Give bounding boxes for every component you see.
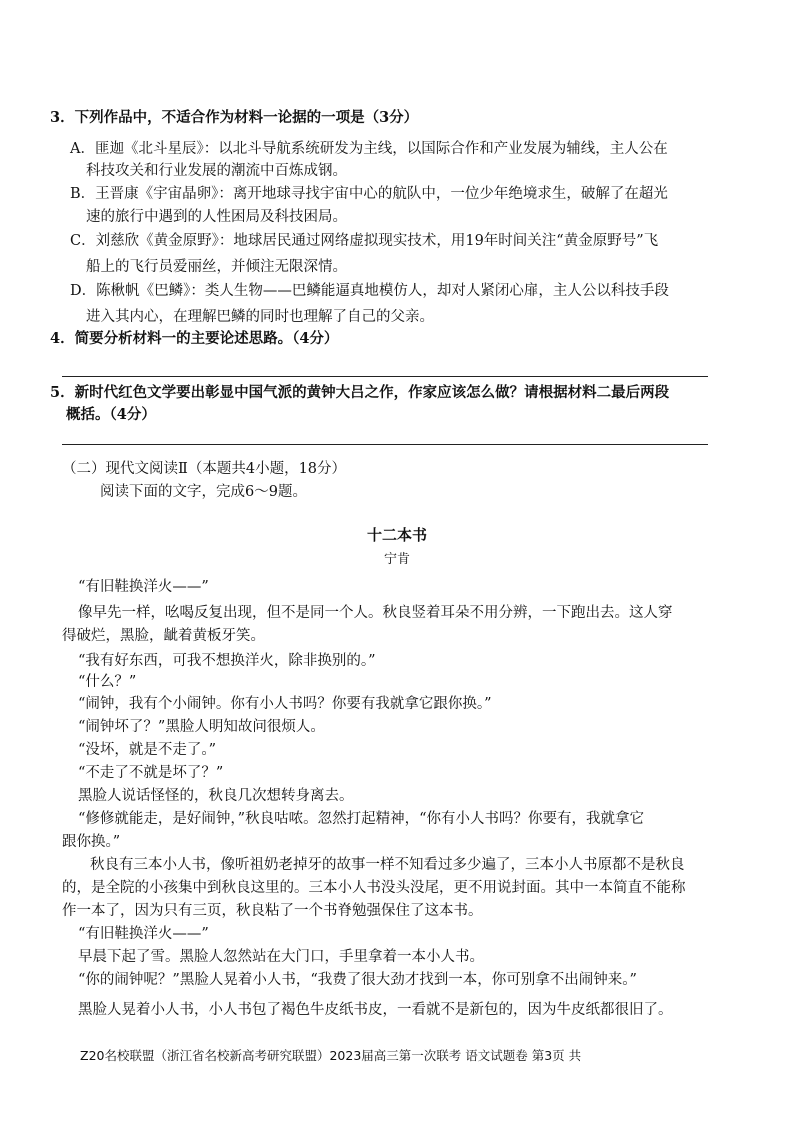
story-line: 黑脸人说话怪怪的，秋良几次想转身离去。 xyxy=(78,788,354,804)
q3-option-a-line1: A．匪迦《北斗星辰》：以北斗导航系统研发为主线，以国际合作和产业发展为辅线，主人公在 xyxy=(70,141,668,157)
answer-line-q5 xyxy=(62,444,708,445)
story-line: 黑脸人晃着小人书，小人书包了褐色牛皮纸书皮，一看就不是新包的，因为牛皮纸都很旧了。 xyxy=(78,1002,673,1018)
question-5-line1: 5．新时代红色文学要出彰显中国气派的黄钟大吕之作，作家应该怎么做？请根据材料二最后两段 xyxy=(50,384,670,401)
story-line: “什么？” xyxy=(78,674,137,690)
q3-option-b-line1: B．王晋康《宇宙晶卵》：离开地球寻找宇宙中心的航队中，一位少年绝境求生，破解了在超光 xyxy=(70,186,668,202)
story-line: “你的闹钟呢？”黑脸人晃着小人书，“我费了很大劲才找到一本，你可别拿不出闹钟来。” xyxy=(78,972,637,988)
story-line: “闹钟，我有个小闹钟。你有小人书吗？你要有我就拿它跟你换。” xyxy=(78,696,492,712)
story-line: 作一本了，因为只有三页，秋良粘了一个书脊勉强保住了这本书。 xyxy=(62,903,483,919)
story-line: “有旧鞋换洋火——” xyxy=(78,926,209,942)
answer-line-q4 xyxy=(62,376,708,377)
page-footer: Z20名校联盟（浙江省名校新高考研究联盟）2023届高三第一次联考 语文试题卷 第3页 共 xyxy=(80,1048,582,1063)
story-line: “不走了不就是坏了？” xyxy=(78,765,224,781)
section-instruction: 阅读下面的文字，完成6～9题。 xyxy=(100,484,307,500)
section-heading: （二）现代文阅读Ⅱ（本题共4小题，18分） xyxy=(62,461,347,477)
story-line: 秋良有三本小人书，像听祖奶老掉牙的故事一样不知看过多少遍了，三本小人书原都不是秋良 xyxy=(90,857,685,873)
story-line: 早晨下起了雪。黑脸人忽然站在大门口，手里拿着一本小人书。 xyxy=(78,949,484,965)
q3-option-a-line2: 科技攻关和行业发展的潮流中百炼成钢。 xyxy=(86,163,347,179)
story-line: 跟你换。” xyxy=(62,834,121,850)
story-line: “我有好东西，可我不想换洋火，除非换别的。” xyxy=(78,653,376,669)
story-line: 的，是全院的小孩集中到秋良这里的。三本小人书没头没尾，更不用说封面。其中一本简直不能称 xyxy=(62,880,686,896)
story-line: “修修就能走，是好闹钟，”秋良咕哝。忽然打起精神，“你有小人书吗？你要有，我就拿它 xyxy=(78,811,644,827)
q3-option-d-line1: D．陈楸帆《巴鳞》：类人生物——巴鳞能逼真地模仿人，却对人紧闭心扉，主人公以科技手段 xyxy=(70,283,669,299)
question-4-stem: 4．简要分析材料一的主要论述思路。（4分） xyxy=(50,330,339,347)
story-line: 像早先一样，吆喝反复出现，但不是同一个人。秋良竖着耳朵不用分辨，一下跑出去。这人穿 xyxy=(78,605,673,621)
story-line: “有旧鞋换洋火——” xyxy=(78,579,209,595)
question-3-stem: 3．下列作品中，不适合作为材料一论据的一项是（3分） xyxy=(50,109,419,126)
question-5-line2: 概括。（4分） xyxy=(66,406,156,423)
story-line: “没坏，就是不走了。” xyxy=(78,742,217,758)
q3-option-c-line1: C．刘慈欣《黄金原野》：地球居民通过网络虚拟现实技术，用19年时间关注“黄金原野号”飞 xyxy=(70,233,659,249)
story-title: 十二本书 xyxy=(366,526,427,544)
story-author: 宁肯 xyxy=(383,552,410,567)
story-line: 得破烂，黑脸，龇着黄板牙笑。 xyxy=(62,628,265,644)
q3-option-d-line2: 进入其内心，在理解巴鳞的同时也理解了自己的父亲。 xyxy=(86,309,434,325)
q3-option-c-line2: 船上的飞行员爱丽丝，并倾注无限深情。 xyxy=(86,259,347,275)
q3-option-b-line2: 速的旅行中遇到的人性困局及科技困局。 xyxy=(86,209,347,225)
story-line: “闹钟坏了？”黑脸人明知故问很烦人。 xyxy=(78,719,325,735)
